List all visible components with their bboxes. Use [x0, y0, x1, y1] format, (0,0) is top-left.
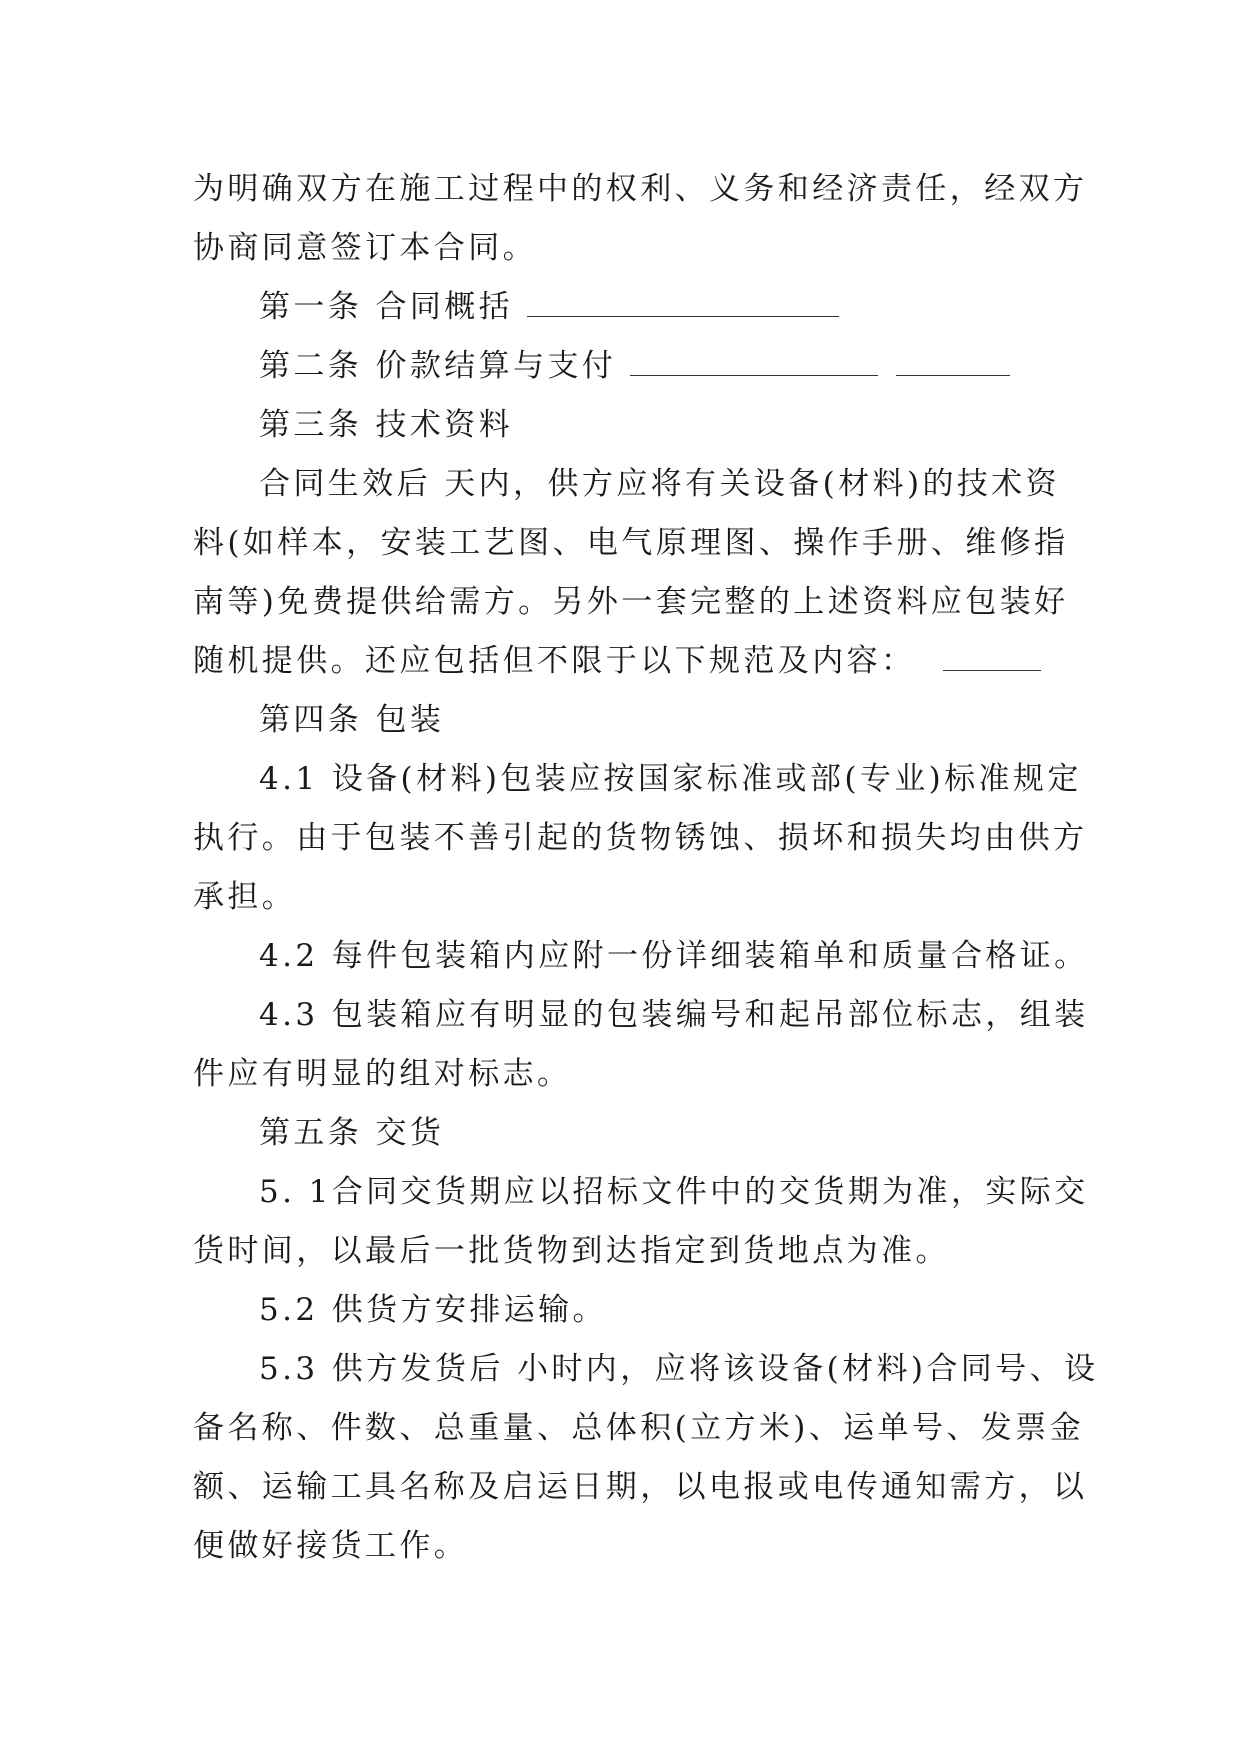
line-text: 执行。由于包装不善引起的货物锈蚀、损坏和损失均由供方: [193, 820, 1088, 856]
line-text: 第五条 交货: [259, 1115, 445, 1151]
article-4-heading: [193, 691, 1051, 750]
line-text: 随机提供。还应包括但不限于以下规范及内容：: [193, 643, 916, 679]
paragraph-line: [193, 1222, 1051, 1281]
paragraph-line: [193, 573, 1069, 632]
paragraph-line: [193, 160, 1088, 219]
paragraph-line: [193, 1045, 1051, 1104]
line-text: 5.2 供货方安排运输。: [259, 1292, 607, 1328]
clause-4-2: [193, 927, 1089, 986]
fill-in-blank[interactable]: [527, 288, 839, 317]
paragraph-line: [193, 514, 1069, 573]
paragraph-line: [193, 1517, 1051, 1576]
line-text: 件应有明显的组对标志。: [193, 1056, 572, 1092]
line-text: 第一条 合同概括: [259, 289, 514, 325]
article-3-heading: [193, 396, 1051, 455]
clause-5-3: [193, 1340, 1099, 1399]
line-text: 合同生效后 天内，供方应将有关设备(材料)的技术资: [259, 466, 1061, 502]
paragraph-line: [193, 1399, 1084, 1458]
contract-body: [193, 160, 1099, 1576]
line-text: 4.1 设备(材料)包装应按国家标准或部(专业)标准规定: [259, 761, 1082, 797]
line-text: 第四条 包装: [259, 702, 445, 738]
line-text: 5. 1合同交货期应以招标文件中的交货期为准，实际交: [259, 1174, 1089, 1210]
article-2-heading: [193, 337, 1051, 396]
line-text: 便做好接货工作。: [193, 1528, 469, 1564]
line-text: 备名称、件数、总重量、总体积(立方米)、运单号、发票金: [193, 1410, 1084, 1446]
line-text: 南等)免费提供给需方。另外一套完整的上述资料应包装好: [193, 584, 1069, 620]
line-text: 4.3 包装箱应有明显的包装编号和起吊部位标志，组装: [259, 997, 1089, 1033]
line-text: 料(如样本，安装工艺图、电气原理图、操作手册、维修指: [193, 525, 1069, 561]
line-text: 第三条 技术资料: [259, 407, 514, 443]
clause-5-1: [193, 1163, 1089, 1222]
paragraph-line: [193, 1458, 1088, 1517]
line-text: 第二条 价款结算与支付: [259, 348, 617, 384]
line-text: 承担。: [193, 879, 297, 915]
article-1-heading: [193, 278, 1051, 337]
fill-in-blank[interactable]: [943, 642, 1041, 671]
line-text: 货时间，以最后一批货物到达指定到货地点为准。: [193, 1233, 950, 1269]
clause-4-3: [193, 986, 1089, 1045]
paragraph-line: [193, 455, 1061, 514]
line-text: 协商同意签订本合同。: [193, 230, 537, 266]
clause-5-2: [193, 1281, 1051, 1340]
paragraph-line: [193, 809, 1088, 868]
paragraph-line: [193, 632, 1051, 691]
fill-in-blank[interactable]: [896, 347, 1010, 376]
line-text: 4.2 每件包装箱内应附一份详细装箱单和质量合格证。: [259, 938, 1089, 974]
paragraph-line: [193, 219, 1051, 278]
line-text: 为明确双方在施工过程中的权利、义务和经济责任，经双方: [193, 171, 1088, 207]
paragraph-line: [193, 868, 1051, 927]
line-text: 5.3 供方发货后 小时内，应将该设备(材料)合同号、设: [259, 1351, 1099, 1387]
line-text: 额、运输工具名称及启运日期，以电报或电传通知需方，以: [193, 1469, 1088, 1505]
clause-4-1: [193, 750, 1082, 809]
fill-in-blank[interactable]: [630, 347, 878, 376]
article-5-heading: [193, 1104, 1051, 1163]
